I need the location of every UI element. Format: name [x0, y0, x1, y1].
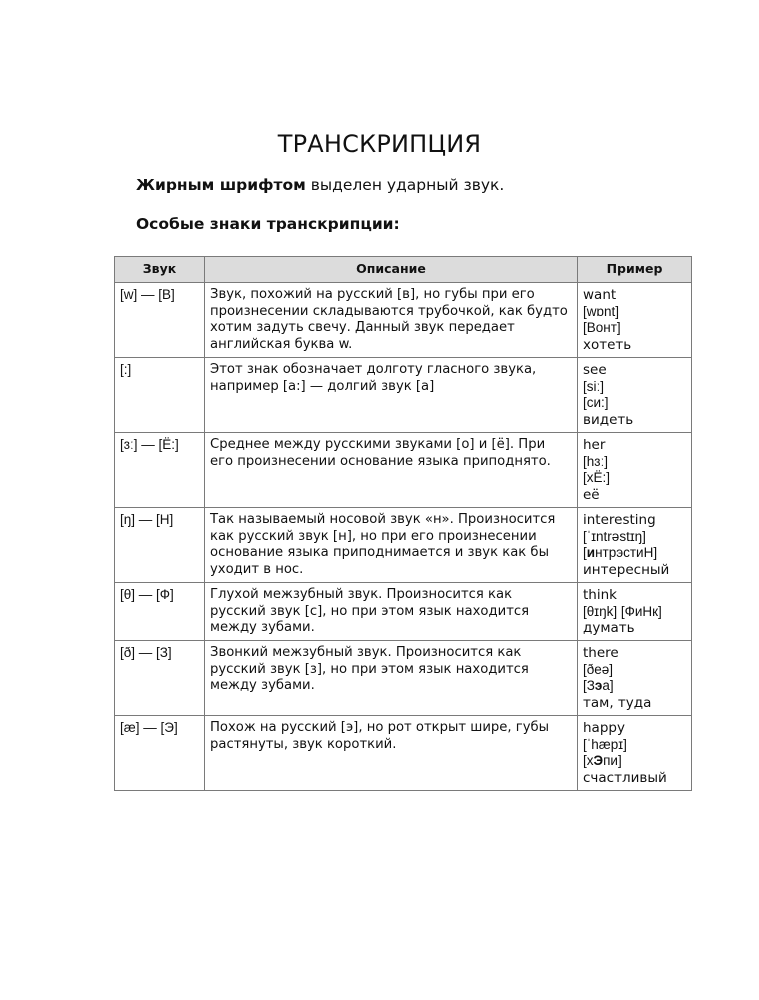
- header-example: Пример: [578, 257, 692, 283]
- example-translation: счастливый: [583, 769, 667, 786]
- example-transcription: [ˈɪntrəstɪŋ]: [583, 528, 646, 544]
- table-row: [115, 433, 692, 508]
- table-row: [115, 641, 692, 716]
- sound-cell: [ŋ] — [Н]: [115, 508, 205, 583]
- example-cell: [578, 583, 692, 641]
- example-transcription: [siː]: [583, 378, 605, 394]
- example-russian-transcription: [интрэстиН]: [583, 545, 658, 560]
- sound-cell: [:]: [115, 358, 205, 433]
- description-cell: Среднее между русскими звуками [о] и [ё]. При его произнесении основание языка приподнято.: [205, 433, 578, 508]
- example-transcription: [θɪŋk] [ФиНк]: [583, 603, 662, 619]
- section-heading: Особые знаки транскрипции:: [136, 215, 400, 233]
- description-cell: Звук, похожий на русский [в], но губы при его произнесении складываются трубочкой, как будто хотим задуть свечу. Данный звук передает английская буква w.: [205, 283, 578, 358]
- example-translation: её: [583, 486, 600, 503]
- example-transcription: [ˈhæpɪ]: [583, 736, 627, 752]
- example-transcription: [wɒnt]: [583, 303, 620, 319]
- transcription-table: [114, 256, 692, 791]
- example-word: think: [583, 587, 617, 603]
- example-translation: интересный: [583, 561, 670, 578]
- example-translation: там, туда: [583, 694, 652, 711]
- table-row: [115, 358, 692, 433]
- example-cell: [578, 358, 692, 433]
- example-word: happy: [583, 720, 625, 736]
- example-word: there: [583, 645, 619, 661]
- example-word: see: [583, 362, 607, 378]
- example-transcription: [hɜː]: [583, 453, 608, 469]
- table-row: [115, 508, 692, 583]
- sound-cell: [æ] — [Э]: [115, 716, 205, 791]
- intro-paragraph: [136, 176, 504, 194]
- table-row: [115, 283, 692, 358]
- example-word: her: [583, 437, 606, 453]
- description-cell: Этот знак обозначает долготу гласного звука, например [a:] — долгий звук [а]: [205, 358, 578, 433]
- description-cell: Глухой межзубный звук. Произносится как русский звук [с], но при этом язык находится между зубами.: [205, 583, 578, 641]
- example-russian-transcription: [Вонт]: [583, 320, 621, 335]
- example-russian-transcription: [хЁ:]: [583, 470, 611, 485]
- example-russian-transcription: [Зэа]: [583, 678, 614, 693]
- example-cell: [578, 433, 692, 508]
- header-description: Описание: [205, 257, 578, 283]
- example-translation: видеть: [583, 411, 634, 428]
- example-russian-transcription: [си:]: [583, 395, 609, 410]
- table-row: [115, 583, 692, 641]
- example-cell: [578, 716, 692, 791]
- description-cell: Звонкий межзубный звук. Произносится как русский звук [з], но при этом язык находится между зубами.: [205, 641, 578, 716]
- example-word: want: [583, 287, 617, 303]
- example-translation: хотеть: [583, 336, 632, 353]
- table-header-row: [115, 257, 692, 283]
- intro-bold-text: Жирным шрифтом: [136, 176, 306, 194]
- example-word: interesting: [583, 512, 656, 528]
- example-cell: [578, 508, 692, 583]
- intro-rest-text: выделен ударный звук.: [305, 176, 505, 194]
- example-transcription: [ðeə]: [583, 661, 614, 677]
- sound-cell: [ɜː] — [Ё:]: [115, 433, 205, 508]
- description-cell: Так называемый носовой звук «н». Произносится как русский звук [н], но при его произнесении основание языка приподнимается и звук как бы уходит в нос.: [205, 508, 578, 583]
- header-sound: Звук: [115, 257, 205, 283]
- sound-cell: [w] — [В]: [115, 283, 205, 358]
- example-cell: [578, 641, 692, 716]
- description-cell: Похож на русский [э], но рот открыт шире, губы растянуты, звук короткий.: [205, 716, 578, 791]
- example-russian-transcription: [хЭпи]: [583, 753, 622, 768]
- sound-cell: [θ] — [Ф]: [115, 583, 205, 641]
- example-translation: думать: [583, 620, 635, 636]
- page-title: ТРАНСКРИПЦИЯ: [277, 130, 482, 158]
- sound-cell: [ð] — [З]: [115, 641, 205, 716]
- table-row: [115, 716, 692, 791]
- example-cell: [578, 283, 692, 358]
